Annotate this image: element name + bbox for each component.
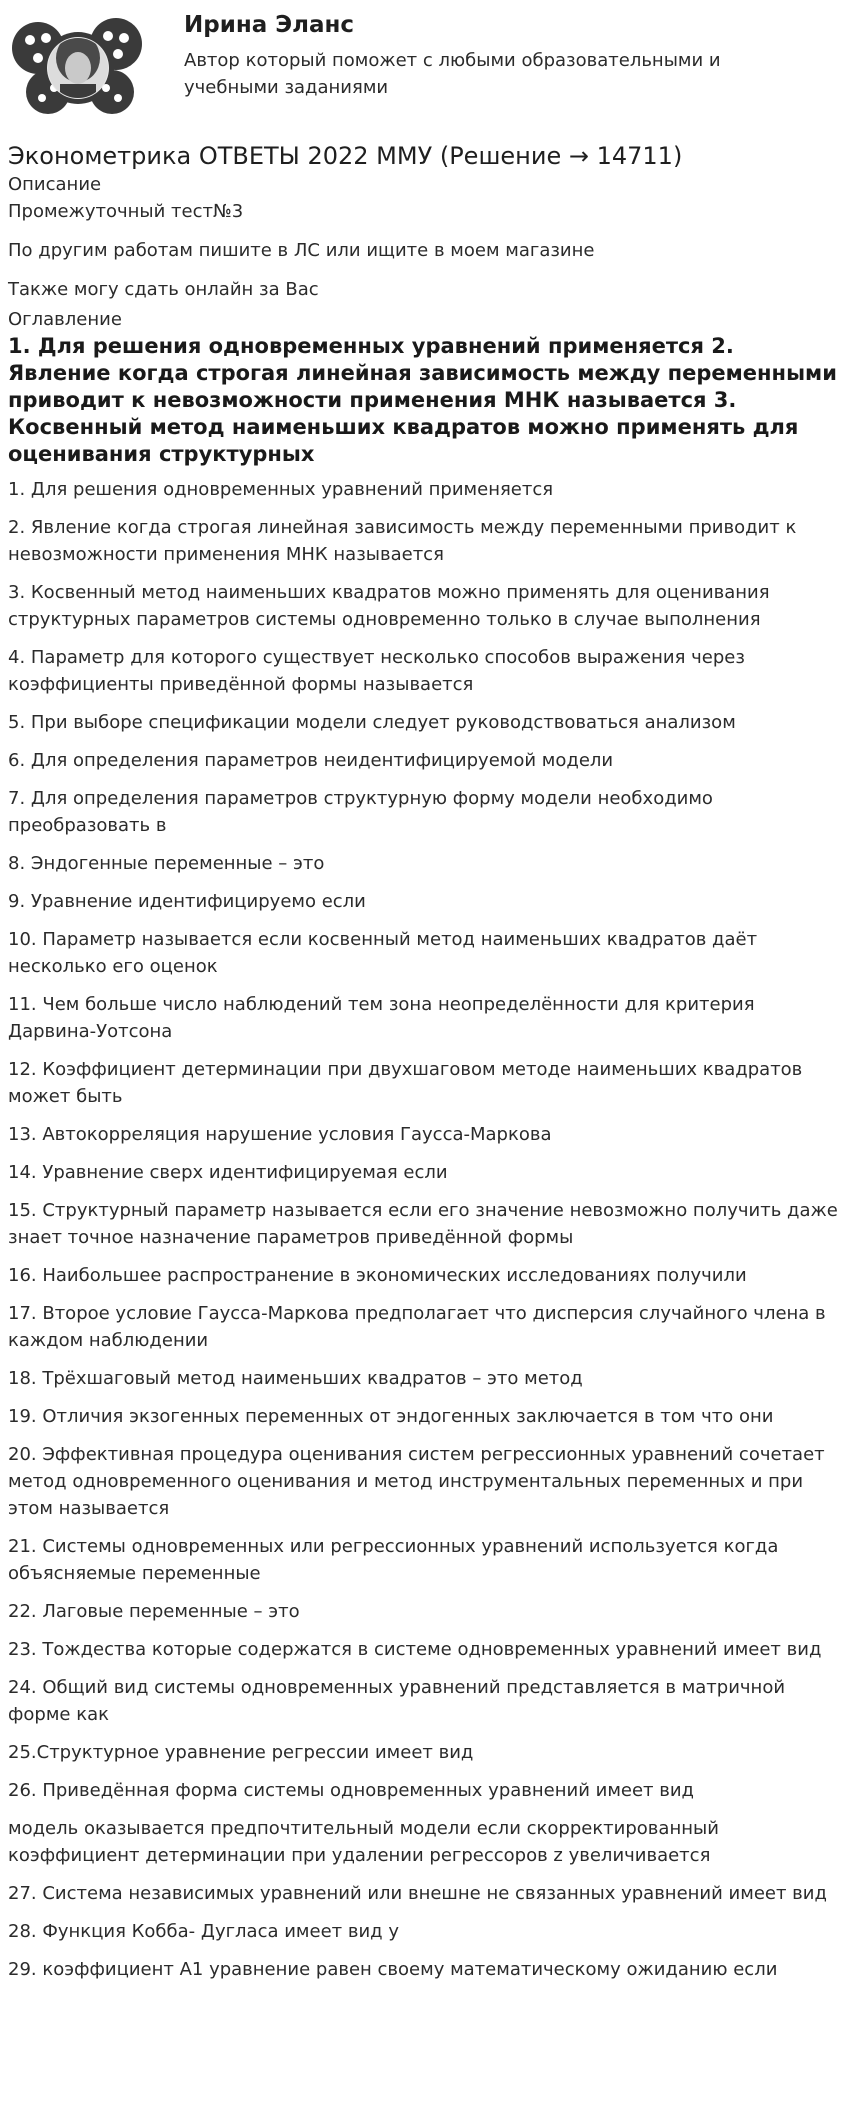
question-item: 21. Системы одновременных или регрессионных уравнений используется когда объясняемые переменные bbox=[8, 1536, 779, 1584]
question-item: 28. Функция Кобба- Дугласа имеет вид y bbox=[8, 1921, 399, 1942]
toc-label: Оглавление bbox=[8, 309, 122, 330]
question-item: 2. Явление когда строгая линейная зависимость между переменными приводит к невозможности применения МНК называется bbox=[8, 517, 797, 565]
intro-paragraph: Также могу сдать онлайн за Вас bbox=[8, 279, 319, 300]
question-item: 3. Косвенный метод наименьших квадратов можно применять для оценивания структурных параметров системы одновременно только в случае выполнения bbox=[8, 582, 770, 630]
author-header bbox=[0, 0, 847, 128]
author-name[interactable]: Ирина Эланс bbox=[184, 12, 355, 38]
question-item: 19. Отличия экзогенных переменных от эндогенных заключается в том что они bbox=[8, 1406, 774, 1427]
question-item: 6. Для определения параметров неидентифицируемой модели bbox=[8, 750, 614, 771]
intro-paragraph: По другим работам пишите в ЛС или ищите в моем магазине bbox=[8, 240, 595, 261]
question-item: 4. Параметр для которого существует несколько способов выражения через коэффициенты приведённой формы называется bbox=[8, 647, 745, 695]
question-item: 1. Для решения одновременных уравнений применяется bbox=[8, 479, 554, 500]
intro-paragraph: Промежуточный тест№3 bbox=[8, 201, 244, 222]
author-description: Автор который поможет с любыми образовательными и учебными заданиями bbox=[184, 50, 721, 98]
question-item: 16. Наибольшее распространение в экономических исследованиях получили bbox=[8, 1265, 747, 1286]
question-item: 5. При выборе спецификации модели следует руководствоваться анализом bbox=[8, 712, 736, 733]
question-item: 20. Эффективная процедура оценивания систем регрессионных уравнений сочетает метод одновременного оценивания и метод инструментальных переменных и при этом называется bbox=[8, 1444, 825, 1519]
question-item: 29. коэффициент A1 уравнение равен своему математическому ожиданию если bbox=[8, 1959, 778, 1980]
question-item: 18. Трёхшаговый метод наименьших квадратов – это метод bbox=[8, 1368, 583, 1389]
question-item: 25.Структурное уравнение регрессии имеет вид bbox=[8, 1742, 474, 1763]
question-item: 26. Приведённая форма системы одновременных уравнений имеет вид bbox=[8, 1780, 695, 1801]
question-item: 24. Общий вид системы одновременных уравнений представляется в матричной форме как bbox=[8, 1677, 786, 1725]
question-item: 8. Эндогенные переменные – это bbox=[8, 853, 325, 874]
question-item: 11. Чем больше число наблюдений тем зона неопределённости для критерия Дарвина-Уотсона bbox=[8, 994, 755, 1042]
question-item: 15. Структурный параметр называется если его значение невозможно получить даже знает точное назначение параметров приведённой формы bbox=[8, 1200, 838, 1248]
toc-heading: 1. Для решения одновременных уравнений применяется 2. Явление когда строгая линейная зависимость между переменными приводит к невозможности применения МНК называется 3. Косвенный метод наименьших квадратов можно применять для оценивания структурных bbox=[8, 334, 837, 466]
main-content bbox=[0, 128, 847, 1983]
question-item: 13. Автокорреляция нарушение условия Гаусса-Маркова bbox=[8, 1124, 552, 1145]
page-title: Эконометрика ОТВЕТЫ 2022 ММУ (Решение → 14711) bbox=[8, 142, 683, 170]
question-item: 17. Второе условие Гаусса-Маркова предполагает что дисперсия случайного члена в каждом наблюдении bbox=[8, 1303, 826, 1351]
question-item: модель оказывается предпочтительный модели если скорректированный коэффициент детерминации при удалении регрессоров z увеличивается bbox=[8, 1818, 719, 1866]
question-item: 22. Лаговые переменные – это bbox=[8, 1601, 300, 1622]
question-item: 23. Тождества которые содержатся в системе одновременных уравнений имеет вид bbox=[8, 1639, 822, 1660]
question-item: 27. Система независимых уравнений или внешне не связанных уравнений имеет вид bbox=[8, 1883, 827, 1904]
author-avatar[interactable] bbox=[8, 8, 148, 124]
question-item: 12. Коэффициент детерминации при двухшаговом методе наименьших квадратов может быть bbox=[8, 1059, 803, 1107]
question-item: 7. Для определения параметров структурную форму модели необходимо преобразовать в bbox=[8, 788, 713, 836]
question-item: 14. Уравнение сверх идентифицируемая если bbox=[8, 1162, 448, 1183]
question-item: 9. Уравнение идентифицируемо если bbox=[8, 891, 366, 912]
description-label: Описание bbox=[8, 174, 102, 195]
question-list bbox=[8, 476, 839, 1983]
question-item: 10. Параметр называется если косвенный метод наименьших квадратов даёт несколько его оценок bbox=[8, 929, 758, 977]
